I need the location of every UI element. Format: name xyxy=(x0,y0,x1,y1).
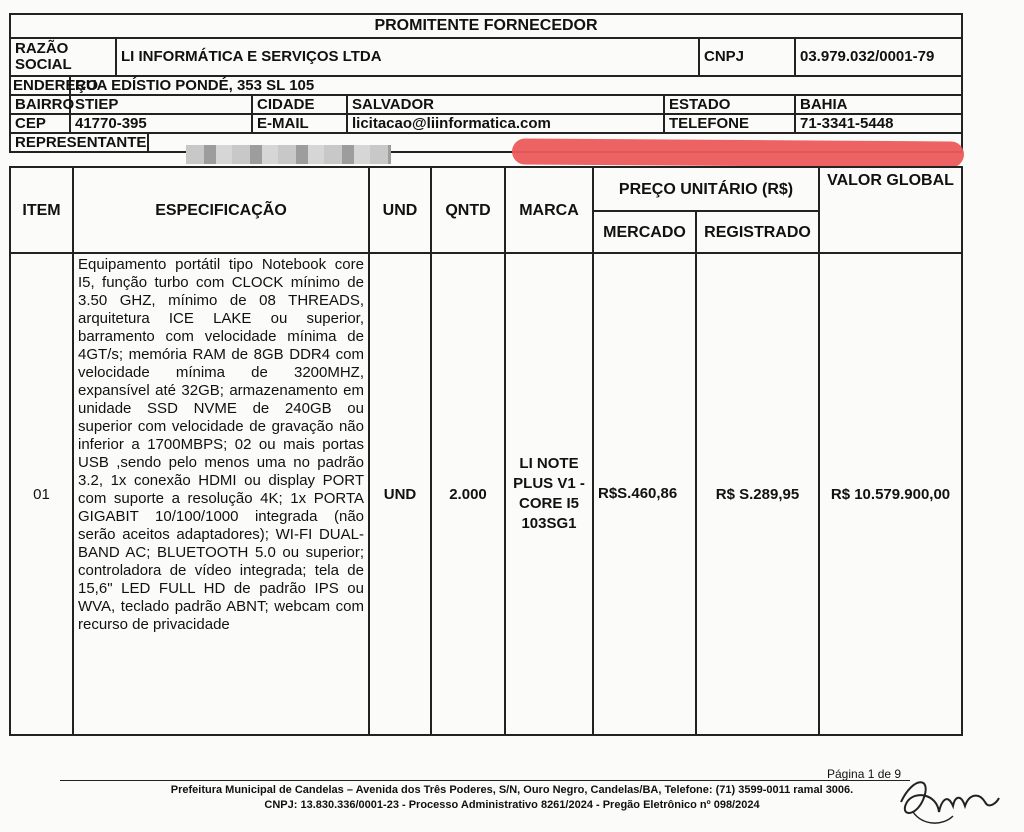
representante-label: REPRESENTANTE xyxy=(10,133,148,152)
telefone-value: 71-3341-5448 xyxy=(795,114,962,133)
footer-address: Prefeitura Municipal de Candelas – Avenida dos Três Poderes, S/N, Ouro Negro, Candelas/BA, Telefone: (71) 3599-0011 ramal 3006. xyxy=(170,784,854,796)
email-value: licitacao@liinformatica.com xyxy=(347,114,664,133)
redaction-scribble xyxy=(512,138,964,167)
razao-social-label: RAZÃO SOCIAL xyxy=(10,38,116,76)
page-number: Página 1 de 9 xyxy=(827,767,902,781)
col-header-mercado: MERCADO xyxy=(593,211,696,253)
col-header-especificacao: ESPECIFICAÇÃO xyxy=(73,167,369,253)
email-label: E-MAIL xyxy=(252,114,347,133)
col-header-qntd: QNTD xyxy=(431,167,505,253)
bairro-label: BAIRRO xyxy=(10,95,70,114)
estado-value: BAHIA xyxy=(795,95,962,114)
items-table xyxy=(9,166,963,736)
cidade-value: SALVADOR xyxy=(347,95,664,114)
row-und: UND xyxy=(369,253,431,735)
redaction-pixelated xyxy=(186,145,391,164)
estado-label: ESTADO xyxy=(664,95,795,114)
supplier-header-table xyxy=(9,13,963,153)
row-marca: LI NOTE PLUS V1 - CORE I5 103SG1 xyxy=(505,253,593,735)
row-valor-global: R$ 10.579.900,00 xyxy=(819,253,962,735)
telefone-label: TELEFONE xyxy=(664,114,795,133)
razao-social-value: LI INFORMÁTICA E SERVIÇOS LTDA xyxy=(116,38,699,76)
row-especificacao: Equipamento portátil tipo Notebook core I5, função turbo com CLOCK mínimo de 3.50 GHZ, mínimo de 08 THREADS, arquitetura ICE LAKE ou superior, barramento com velocidade mínima de 4GT/s; memória RAM de 8GB DDR4 com velocidade mínima de 3200MHZ, expansível até 32GB; armazenamento em unidade SSD NVME de 240GB ou superior com velocidade de gravação não inferior a 1700MBPS; 02 ou mais portas USB ,sendo pelo menos uma no padrão 3.2, 1x conexão HDMI ou display PORT com suporte a resolução 4K; 1x PORTA GIGABIT 10/100/1000 integrada (não serão aceitos adaptadores); WI-FI DUAL-BAND AC; BLUETOOTH 5.0 ou superior; controladora de vídeo integrada; tela de 15,6" LED FULL HD de padrão IPS ou WVA, teclado padrão ABNT; webcam com recurso de privacidade xyxy=(78,256,364,633)
col-header-und: UND xyxy=(369,167,431,253)
col-header-marca: MARCA xyxy=(505,167,593,253)
cep-label: CEP xyxy=(10,114,70,133)
footer-process: CNPJ: 13.830.336/0001-23 - Processo Administrativo 8261/2024 - Pregão Eletrônico nº 098/2024 xyxy=(264,799,760,811)
row-qntd: 2.000 xyxy=(431,253,505,735)
cnpj-label: CNPJ xyxy=(699,38,795,76)
row-registrado: R$ S.289,95 xyxy=(696,253,819,735)
col-header-preco-unitario: PREÇO UNITÁRIO (R$) xyxy=(593,167,819,211)
col-header-registrado: REGISTRADO xyxy=(696,211,819,253)
table-row xyxy=(10,253,962,735)
signature-icon xyxy=(893,772,1003,828)
cnpj-value: 03.979.032/0001-79 xyxy=(795,38,962,76)
cep-value: 41770-395 xyxy=(70,114,252,133)
row-item: 01 xyxy=(10,253,73,735)
cidade-label: CIDADE xyxy=(252,95,347,114)
footer-divider xyxy=(60,780,910,781)
col-header-valor-global: VALOR GLOBAL xyxy=(819,167,962,253)
col-header-item: ITEM xyxy=(10,167,73,253)
bairro-value: STIEP xyxy=(70,95,252,114)
section-title: PROMITENTE FORNECEDOR xyxy=(10,14,962,38)
row-mercado: R$S.460,86 xyxy=(593,253,696,735)
endereco-value: RUA EDÍSTIO PONDÉ, 353 SL 105 xyxy=(70,76,962,95)
endereco-label: ENDEREÇO xyxy=(10,76,70,95)
